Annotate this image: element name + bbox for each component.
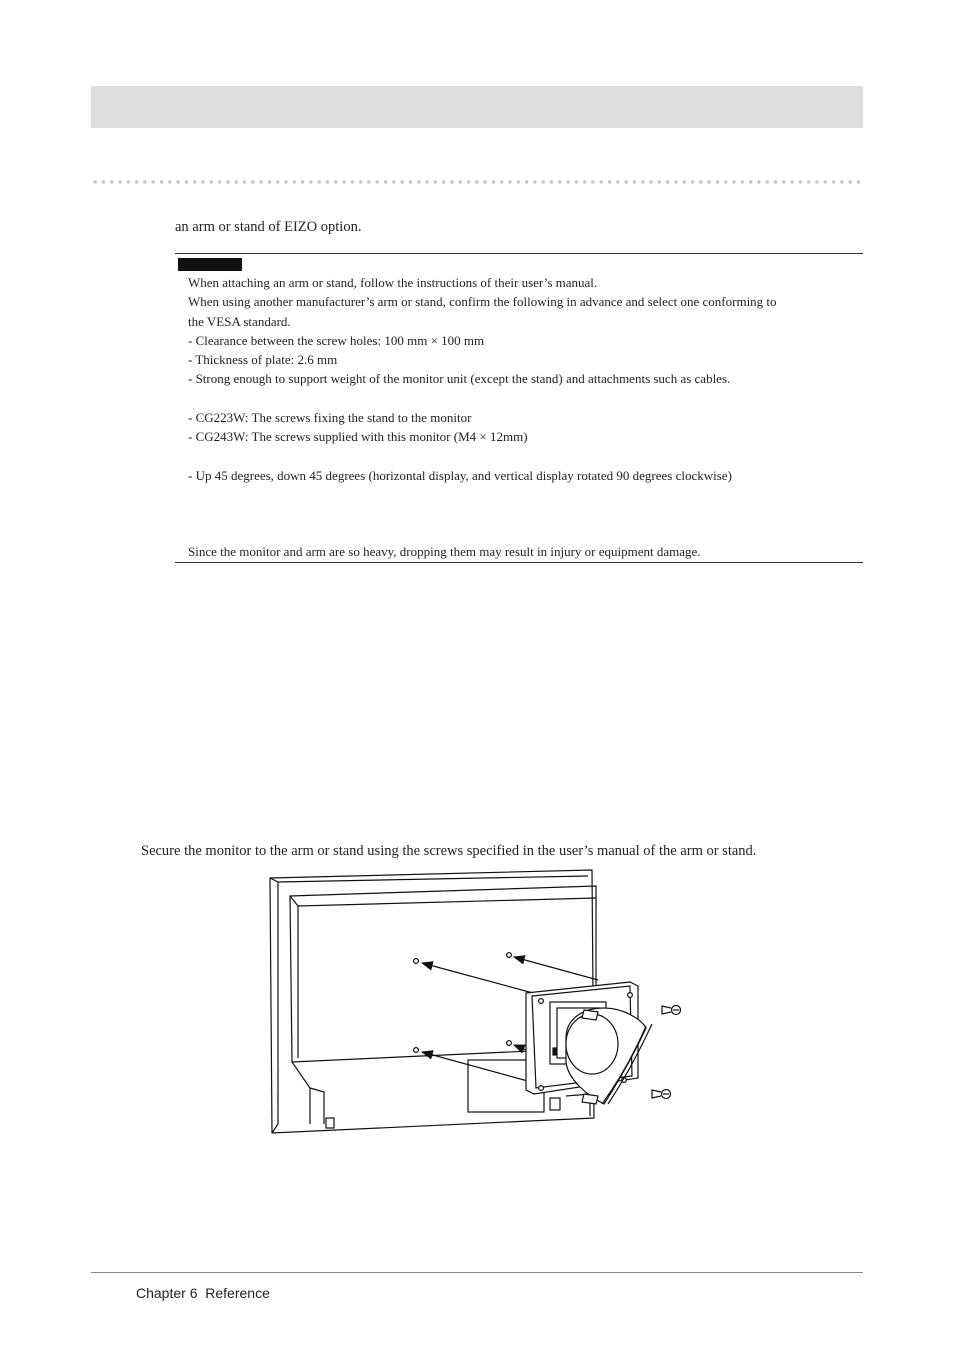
attention-note-line: - Thickness of plate: 2.6 mm [188,352,338,367]
attention-note-line: - CG223W: The screws fixing the stand to the monitor [188,410,472,425]
section-header-bar [91,86,863,128]
attention-note-line: - Clearance between the screw holes: 100 mm × 100 mm [188,333,485,348]
attention-label-tag [178,258,242,271]
dotted-divider [91,179,863,185]
attention-note-line: Since the monitor and arm are so heavy, dropping them may result in injury or equipment damage. [188,544,701,559]
attention-note-line: - CG243W: The screws supplied with this monitor (M4 × 12mm) [188,429,528,444]
step-instruction-text: Secure the monitor to the arm or stand using the screws specified in the user’s manual of the arm or stand. [141,843,757,859]
attention-note-line: the VESA standard. [188,314,291,329]
footer-divider [91,1272,863,1273]
attention-note-line: - Up 45 degrees, down 45 degrees (horizontal display, and vertical display rotated 90 degrees clockwise) [188,468,732,483]
intro-text: an arm or stand of EIZO option. [175,219,362,235]
attention-note-line: When using another manufacturer’s arm or stand, confirm the following in advance and select one conforming to [188,294,777,309]
footer-chapter-label: Chapter 6 Reference [136,1285,270,1301]
monitor-arm-attachment-illustration [266,868,686,1138]
attention-note-line: When attaching an arm or stand, follow the instructions of their user’s manual. [188,275,598,290]
attention-note-line: - Strong enough to support weight of the monitor unit (except the stand) and attachments such as cables. [188,371,731,386]
attention-box [175,253,863,563]
